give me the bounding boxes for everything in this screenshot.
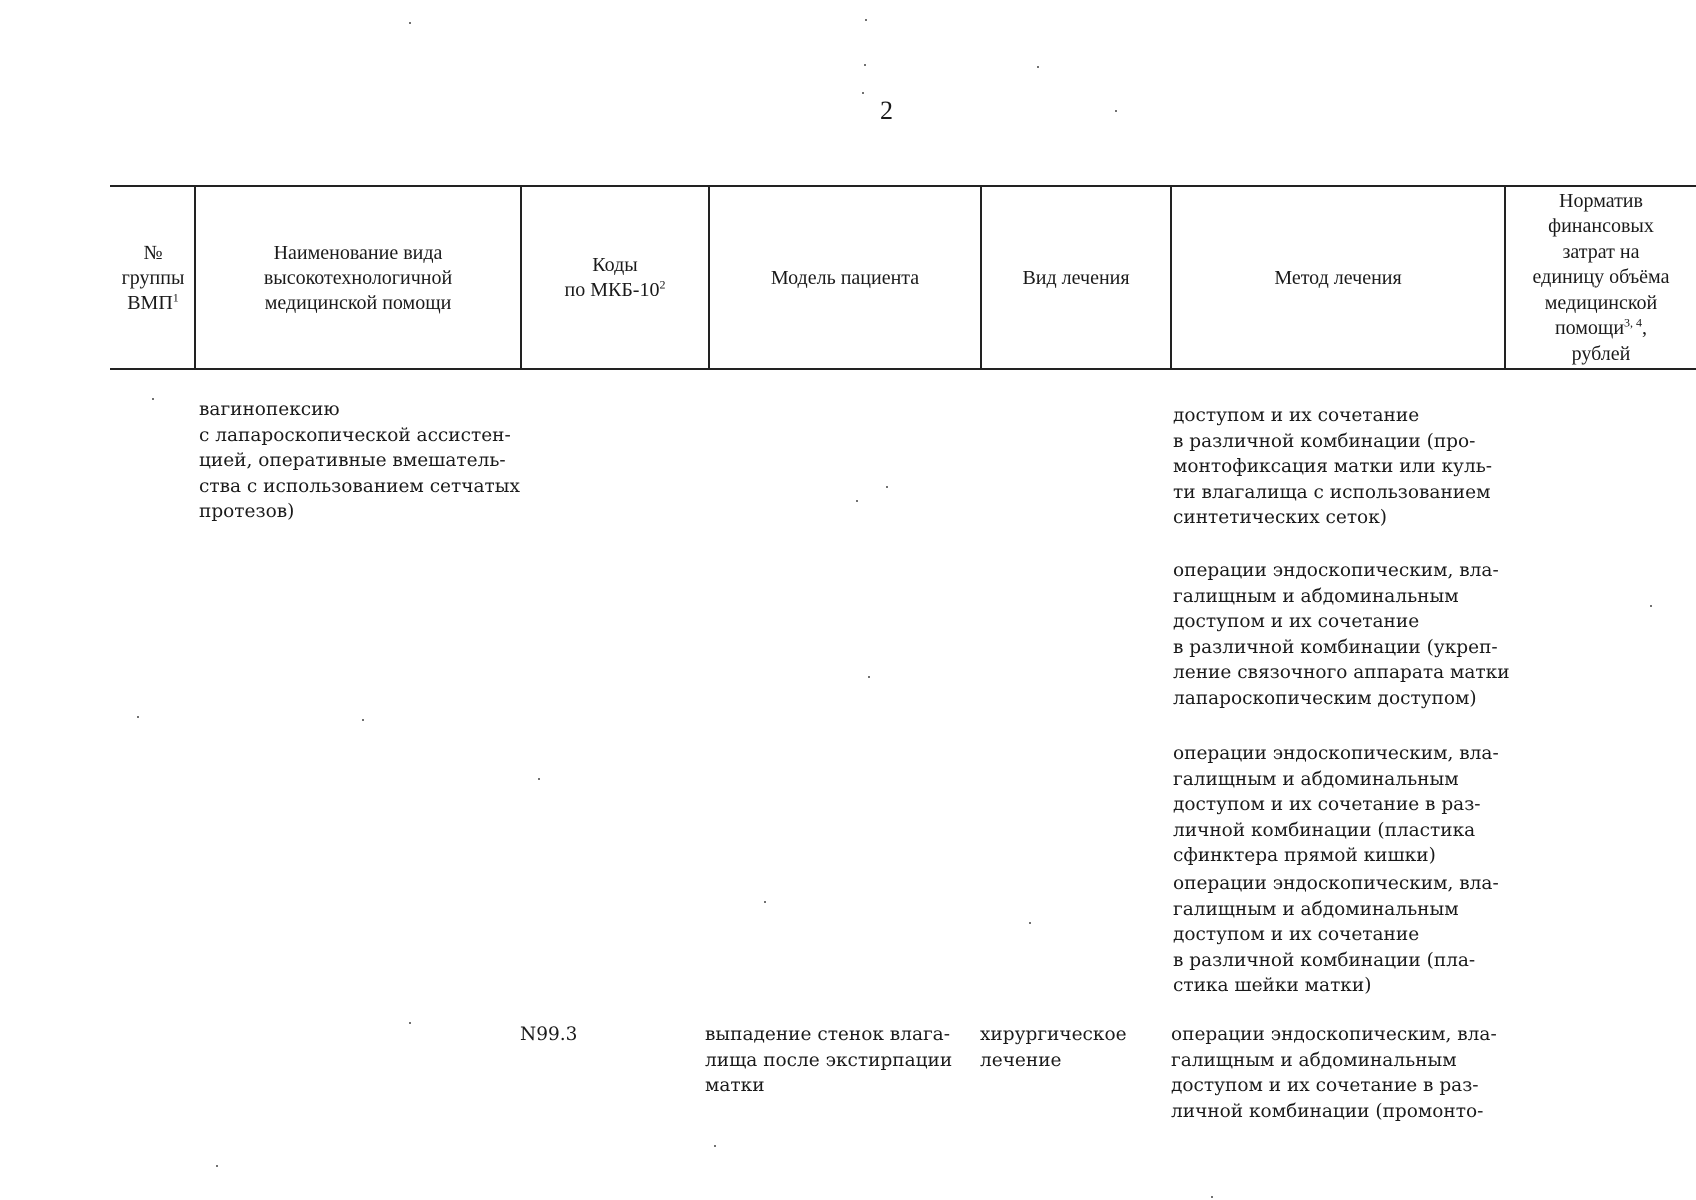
header-cost-line: финансовых — [1548, 215, 1654, 238]
scan-speck — [865, 19, 867, 21]
header-group-number-line — [122, 291, 185, 316]
header-group-number-vmp: ВМП — [127, 291, 173, 314]
scan-speck — [538, 778, 540, 780]
header-cost-line: единицу объёма — [1532, 266, 1670, 289]
scan-speck — [1211, 1196, 1213, 1198]
header-treatment-method — [1172, 188, 1504, 368]
scan-speck — [868, 676, 870, 678]
scan-speck — [409, 1022, 411, 1024]
scan-speck — [1650, 605, 1652, 607]
treatment-method-1: доступом и их сочетание в различной комбинации (про- монтофиксация матки или куль- ти влагалища с использованием синтетических сеток) — [1173, 405, 1493, 529]
scan-speck — [714, 1145, 716, 1147]
header-care-type-name — [196, 188, 520, 368]
header-group-number — [112, 188, 194, 368]
header-icd-line — [565, 278, 666, 303]
scan-speck — [216, 1165, 218, 1167]
header-cost-line — [1533, 316, 1670, 342]
header-icd-mkb: по МКБ-10 — [564, 279, 660, 301]
scan-speck — [409, 22, 411, 24]
header-treatment-method-label: Метод лечения — [1274, 266, 1402, 289]
scan-speck — [1029, 922, 1031, 924]
header-care-type-line: медицинской помощи — [264, 291, 452, 314]
scan-speck — [137, 716, 139, 718]
scan-speck — [856, 500, 858, 502]
treatment-method-4: операции эндоскопическим, вла- галищным и абдоминальным доступом и их сочетание в различной комбинации (пла- стика шейки матки) — [1173, 873, 1499, 997]
header-treatment-type-label: Вид лечения — [1022, 266, 1130, 289]
header-cost-comma: , — [1642, 317, 1648, 340]
footnote-mark: 1 — [172, 289, 179, 304]
header-cost-standard — [1506, 188, 1696, 368]
scan-speck — [1115, 110, 1117, 112]
header-icd-line: Коды — [592, 254, 638, 276]
header-cost-line: рублей — [1571, 342, 1631, 365]
scan-speck — [886, 486, 888, 488]
scan-speck — [864, 64, 866, 66]
header-care-type-line: высокотехнологичной — [263, 266, 453, 289]
header-bottom-border — [110, 368, 1696, 370]
icd-code: N99.3 — [520, 1024, 578, 1045]
header-patient-model — [710, 188, 980, 368]
treatment-type: хирургическое лечение — [980, 1024, 1127, 1071]
scan-speck — [362, 719, 364, 721]
treatment-method-2: операции эндоскопическим, вла- галищным и абдоминальным доступом и их сочетание в различной комбинации (укреп- ление связочного аппарата матки лапароскопическим доступом) — [1173, 560, 1510, 709]
scan-speck — [764, 901, 766, 903]
scan-speck — [1037, 66, 1039, 68]
scan-speck — [152, 398, 154, 400]
footnote-mark: 3, 4 — [1624, 315, 1643, 330]
patient-model: выпадение стенок влага- лища после экстирпации матки — [705, 1024, 953, 1097]
footnote-mark: 2 — [659, 277, 666, 292]
treatment-method-3: операции эндоскопическим, вла- галищным и абдоминальным доступом и их сочетание в раз- личной комбинации (пластика сфинктера прямой кишки) — [1173, 743, 1499, 867]
header-cost-help: помощи — [1554, 317, 1625, 340]
header-top-border — [110, 185, 1696, 187]
header-icd-codes — [522, 188, 708, 368]
header-care-type-line: Наименование вида — [273, 241, 443, 264]
care-type-continuation: вагинопексию с лапароскопической ассистен- цией, оперативные вмешатель- ства с использованием сетчатых протезов) — [199, 399, 520, 523]
header-group-number-line: группы — [121, 266, 185, 289]
header-cost-line: медицинской — [1544, 291, 1658, 314]
scan-speck — [862, 92, 864, 94]
header-patient-model-label: Модель пациента — [770, 266, 920, 289]
header-treatment-type — [982, 188, 1170, 368]
header-cost-line: затрат на — [1562, 240, 1640, 263]
header-cost-line: Норматив — [1559, 189, 1643, 212]
header-group-number-line: № — [143, 241, 163, 264]
treatment-method-5: операции эндоскопическим, вла- галищным и абдоминальным доступом и их сочетание в раз- личной комбинации (промонто- — [1171, 1024, 1497, 1122]
page-number: 2 — [880, 96, 893, 125]
